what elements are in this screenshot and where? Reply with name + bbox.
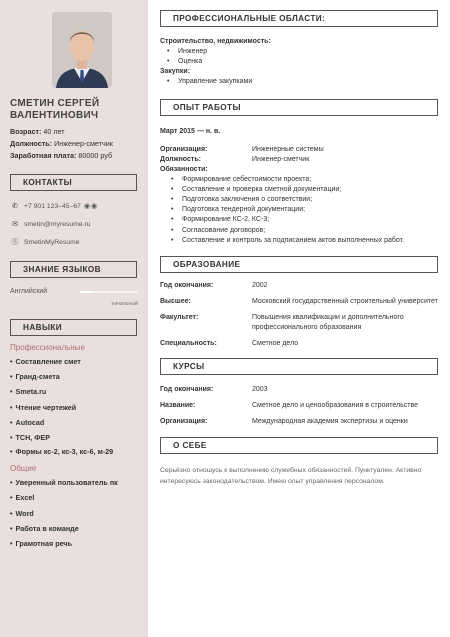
language-item: Английский начальный [10,288,138,307]
area-item: • Оценка [160,57,440,67]
duty-item: • Подготовка тендерной документации; [164,205,440,215]
skill-item: • Word [10,506,148,521]
experience-header: ОПЫТ РАБОТЫ [160,99,438,116]
area-group-list [160,77,440,87]
area-group-title: Строительство, недвижимость: [160,38,271,45]
education-faculty-row: Факультет: Повышения квалификации и дополнительного профессионального образования [160,314,404,332]
viber-icon: ◉ [91,203,98,210]
duty-item: • Формирование себестоимости проекта; [164,175,440,185]
education-spec-row: Специальность: Сметное дело [160,340,299,348]
skills-header: НАВЫКИ [10,319,137,336]
email-contact[interactable]: ✉ smetin@myresume.ru [10,215,148,233]
full-name: СМЕТИН СЕРГЕЙ ВАЛЕНТИНОВИЧ [10,98,100,121]
course-year-row: Год окончания: 2003 [160,386,268,394]
duty-item: • Составление и проверка сметной документации; [164,185,440,195]
professional-skills-title: Профессиональные [10,343,85,352]
area-item: • Управление закупками [160,77,440,87]
duty-item: • Формирование КС-2, КС-3; [164,215,440,225]
skill-item: • Грамотная речь [10,536,148,551]
avatar [52,12,112,88]
phone-icon: ✆ [12,203,18,210]
area-group-list [160,47,440,67]
mail-icon: ✉ [12,221,18,228]
language-level-fill [80,291,92,293]
course-org-row: Организация: Международная академия экспертизы и оценки [160,418,408,426]
language-level-bar [80,291,138,293]
skill-item: • Excel [10,490,148,505]
languages-header: ЗНАНИЕ ЯЗЫКОВ [10,261,137,278]
skill-item: • Уверенный пользователь пк [10,475,148,490]
profile-info [10,126,148,162]
profile-photo [52,12,112,88]
skill-item: • Smeta.ru [10,384,148,399]
professional-skills-list [10,354,148,459]
duties-list [160,175,440,246]
course-name-row: Название: Сметное дело и ценообразования в строительстве [160,402,419,410]
areas-header: ПРОФЕССИОНАЛЬНЫЕ ОБЛАСТИ: [160,10,438,27]
duty-item: • Подготовка заключения о соответствии; [164,195,440,205]
experience-section [160,127,440,246]
sidebar [0,0,148,637]
experience-org-row: Организация: Инженерные системы [160,145,324,153]
position-row: Должность: Инженер-сметчик [10,139,113,148]
skill-item: • Чтение чертежей [10,400,148,415]
skill-item: • Работа в команде [10,521,148,536]
general-skills-list [10,475,148,551]
courses-header: КУРСЫ [160,358,438,375]
area-group-title: Закупки: [160,68,191,76]
about-text: Серьёзно отношусь к выполнению служебных обязанностей. Пунктуален. Активно интересуюсь законодательством. Имею опыт управления персоналом. [160,467,422,485]
duty-item: • Согласование договоров; [164,226,440,236]
contacts-header: КОНТАКТЫ [10,174,137,191]
skype-icon: Ⓢ [11,239,19,246]
whatsapp-icon: ◉ [83,203,90,210]
skill-item: • Составление смет [10,354,148,369]
skill-item: • Autocad [10,415,148,430]
education-higher-row: Высшее: Московский государственный строительный университет [160,298,438,306]
courses-section [160,385,440,427]
phone-contact[interactable]: ✆ +7 901 123–45–67 ◉ ◉ [10,197,148,215]
skill-item: • Гранд-смета [10,369,148,384]
duty-item: • Составление и контроль за подписанием актов выполненных работ. [164,236,416,246]
experience-position-row: Должность: Инженер-сметчик [160,155,310,163]
main-content [148,0,450,637]
skill-item: • ТСН, ФЕР [10,430,148,445]
education-header: ОБРАЗОВАНИЕ [160,256,438,273]
general-skills-title: Общие [10,464,37,474]
experience-period: Март 2015 — н. в. [160,127,221,135]
education-year-row: Год окончания: 2002 [160,282,268,290]
about-header: О СЕБЕ [160,437,438,454]
skill-item: • Формы кс-2, кс-3, кс-6, м-29 [10,445,134,459]
duties-label: Обязанности: [160,165,208,173]
education-section [160,281,440,349]
areas-section [160,37,440,88]
area-item: • Инженер [160,47,440,57]
salary-row: Заработная плата: 80000 руб [10,151,113,160]
skype-contact[interactable]: Ⓢ SmetinMyResume [11,238,80,246]
age-row: Возраст: 40 лет [10,127,65,136]
